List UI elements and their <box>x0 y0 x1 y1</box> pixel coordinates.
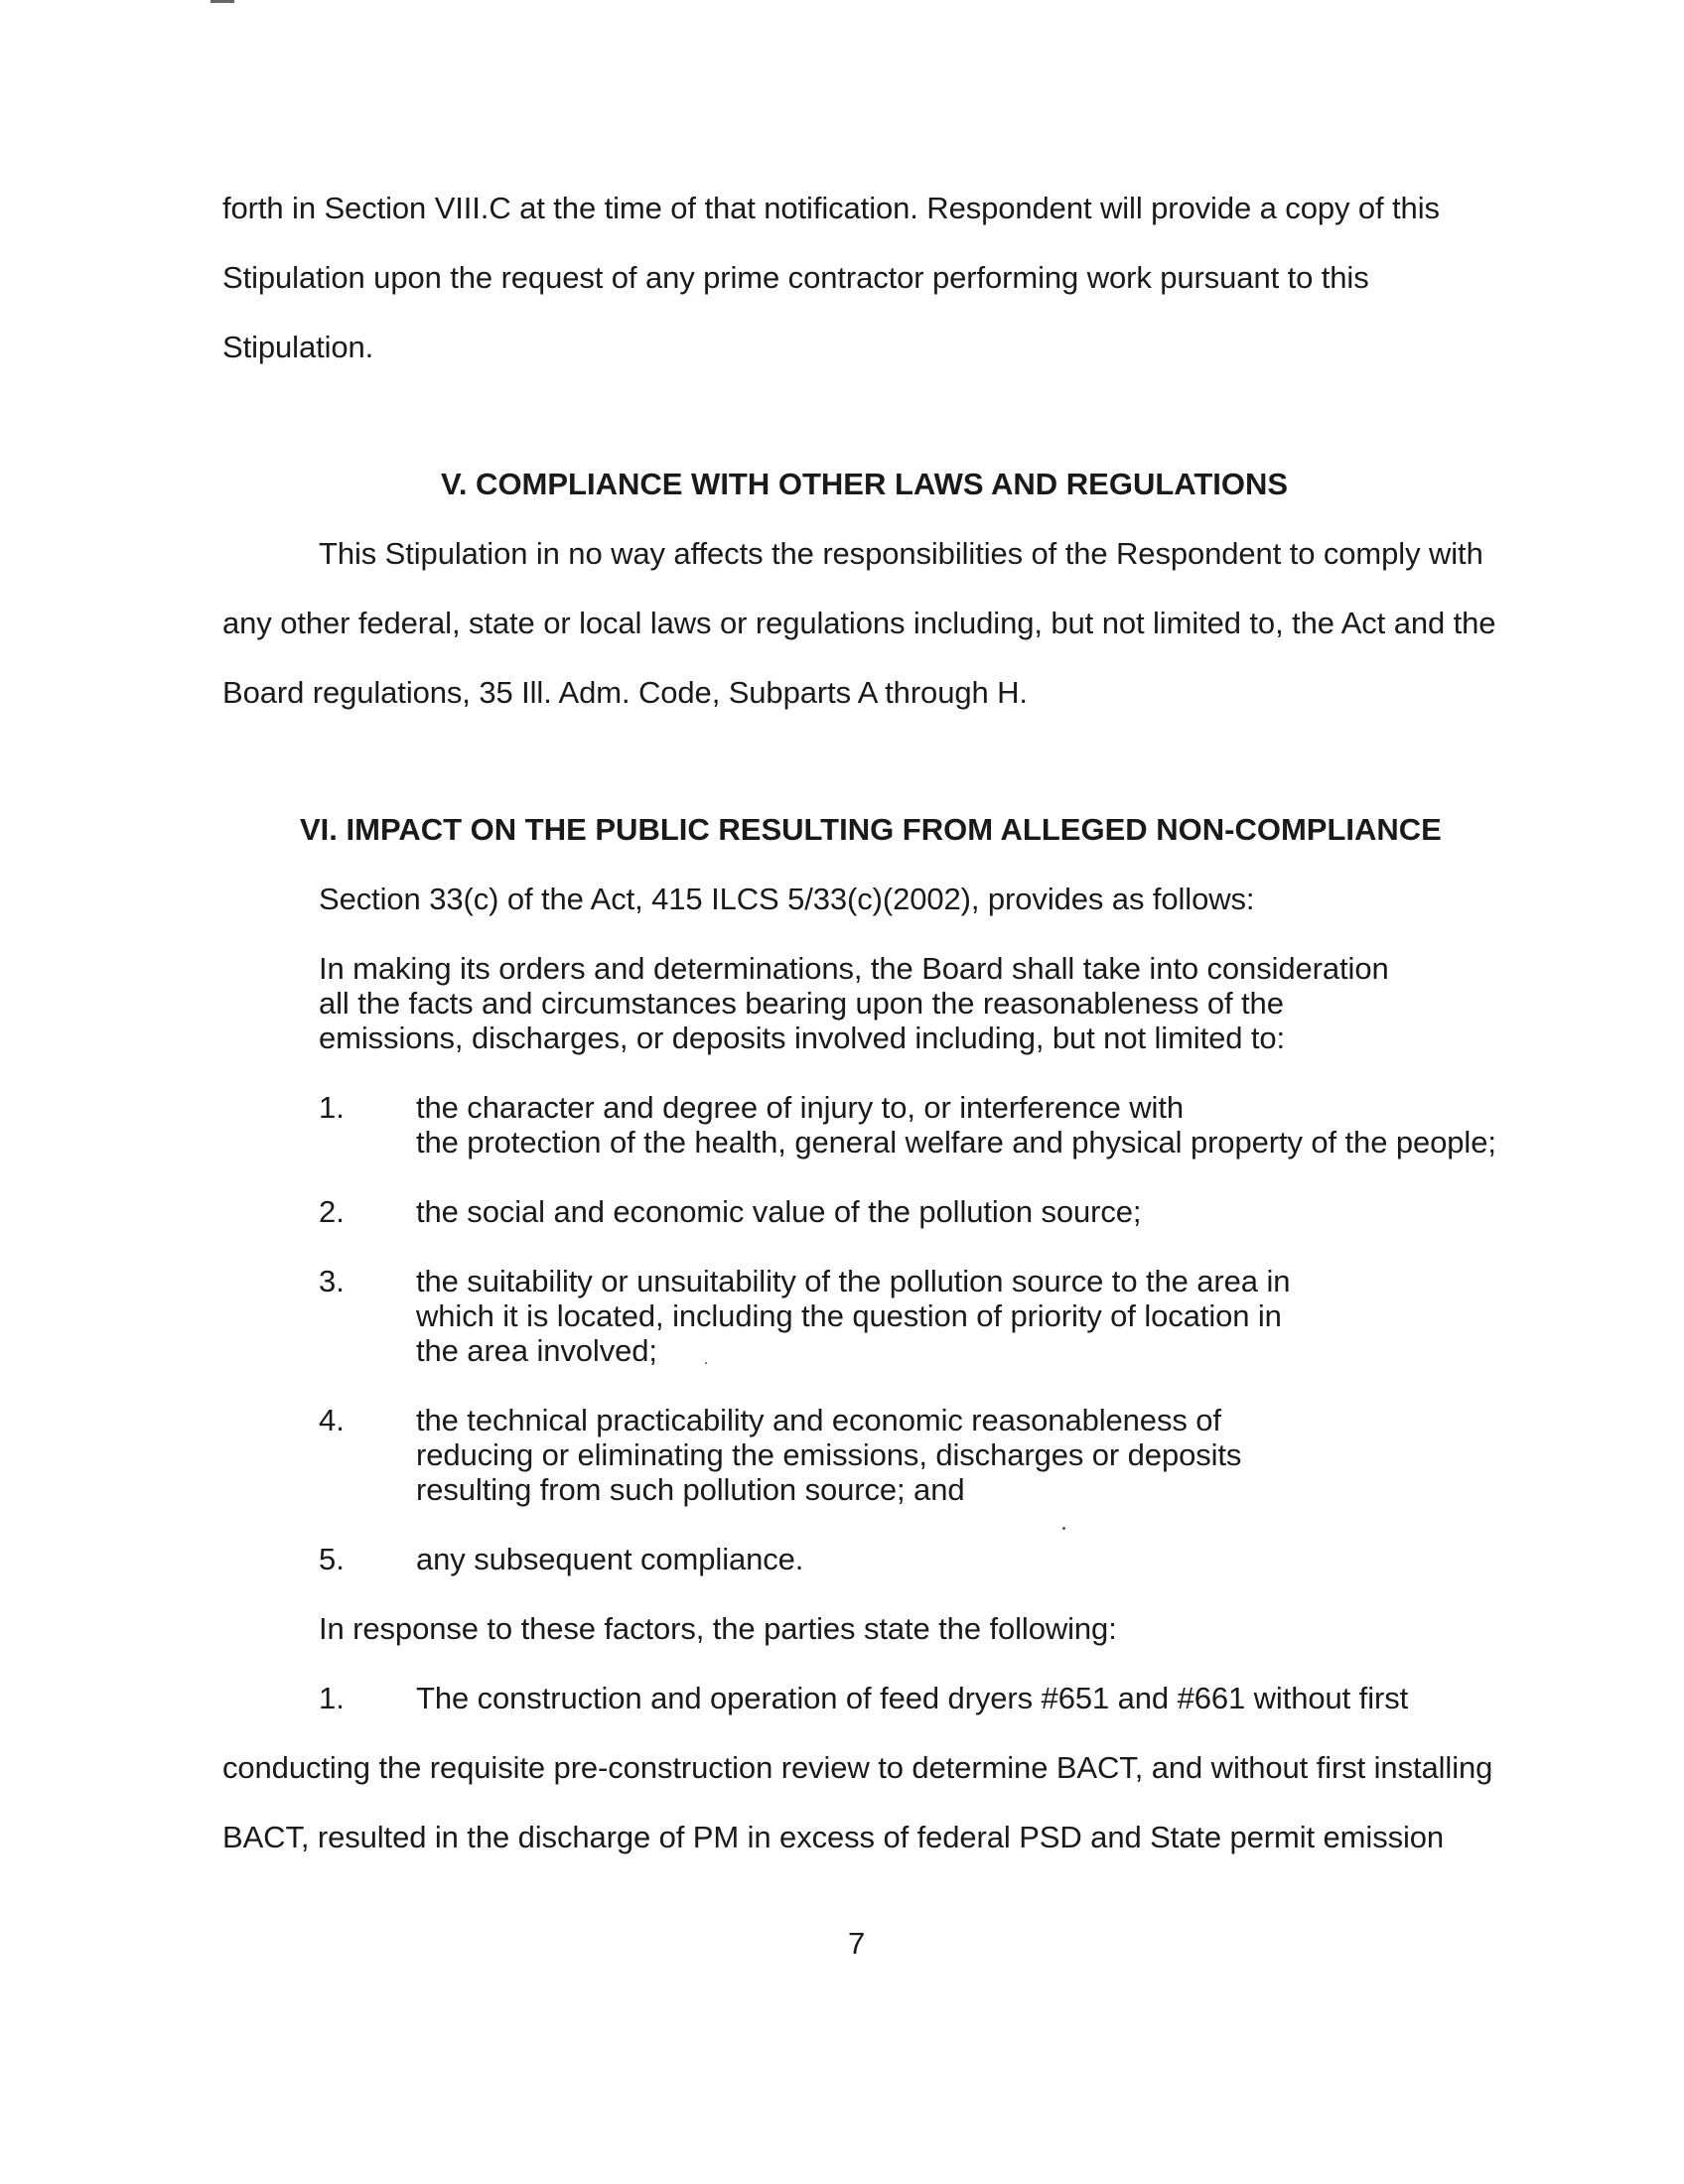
factor-line: the social and economic value of the pollution source; <box>416 1194 1142 1229</box>
scan-speck <box>1062 1527 1065 1530</box>
factor-line: resulting from such pollution source; and <box>416 1472 965 1507</box>
factor-line: reducing or eliminating the emissions, discharges or deposits <box>416 1437 1242 1472</box>
factor-line: the area involved; <box>416 1333 657 1368</box>
factor-line: the protection of the health, general welfare and physical property of the people; <box>416 1125 1496 1160</box>
response-line: conducting the requisite pre-construction review to determine BACT, and without first installing <box>222 1750 1493 1785</box>
scan-mark <box>210 0 234 3</box>
response-first-line: The construction and operation of feed dryers #651 and #661 without first <box>416 1681 1409 1715</box>
section-v-line-2: any other federal, state or local laws or regulations including, but not limited to, the Act and the <box>222 606 1496 640</box>
factor-number: 5. <box>319 1542 345 1576</box>
factor-line: any subsequent compliance. <box>416 1542 804 1576</box>
response-number: 1. <box>319 1681 345 1715</box>
factor-number: 1. <box>319 1090 345 1125</box>
factor-number: 4. <box>319 1403 345 1437</box>
factor-number: 2. <box>319 1194 345 1229</box>
scan-speck <box>705 1362 707 1364</box>
quote-line-1: In making its orders and determinations, the Board shall take into consideration <box>319 951 1389 986</box>
page-number: 7 <box>848 1926 866 1961</box>
factor-line: the technical practicability and economic reasonableness of <box>416 1403 1221 1437</box>
quote-line-2: all the facts and circumstances bearing upon the reasonableness of the <box>319 986 1284 1021</box>
section-vi-intro: Section 33(c) of the Act, 415 ILCS 5/33(c)(2002), provides as follows: <box>319 882 1255 916</box>
section-v-line-3: Board regulations, 35 Ill. Adm. Code, Subparts A through H. <box>222 675 1028 710</box>
factor-line: the suitability or unsuitability of the pollution source to the area in <box>416 1264 1291 1298</box>
factor-number: 3. <box>319 1264 345 1298</box>
intro-line-1: forth in Section VIII.C at the time of that notification. Respondent will provide a copy of this <box>222 191 1440 225</box>
section-v-heading: V. COMPLIANCE WITH OTHER LAWS AND REGULATIONS <box>441 467 1289 501</box>
response-line: BACT, resulted in the discharge of PM in excess of federal PSD and State permit emission <box>222 1820 1445 1854</box>
intro-line-3: Stipulation. <box>222 330 374 364</box>
factor-line: which it is located, including the question of priority of location in <box>416 1298 1282 1333</box>
intro-line-2: Stipulation upon the request of any prime contractor performing work pursuant to this <box>222 260 1369 295</box>
section-vi-heading: VI. IMPACT ON THE PUBLIC RESULTING FROM ALLEGED NON-COMPLIANCE <box>300 812 1442 847</box>
section-v-line-1: This Stipulation in no way affects the responsibilities of the Respondent to comply with <box>319 536 1483 571</box>
response-intro: In response to these factors, the parties state the following: <box>319 1611 1117 1646</box>
factor-line: the character and degree of injury to, or interference with <box>416 1090 1184 1125</box>
quote-line-3: emissions, discharges, or deposits involved including, but not limited to: <box>319 1021 1286 1055</box>
